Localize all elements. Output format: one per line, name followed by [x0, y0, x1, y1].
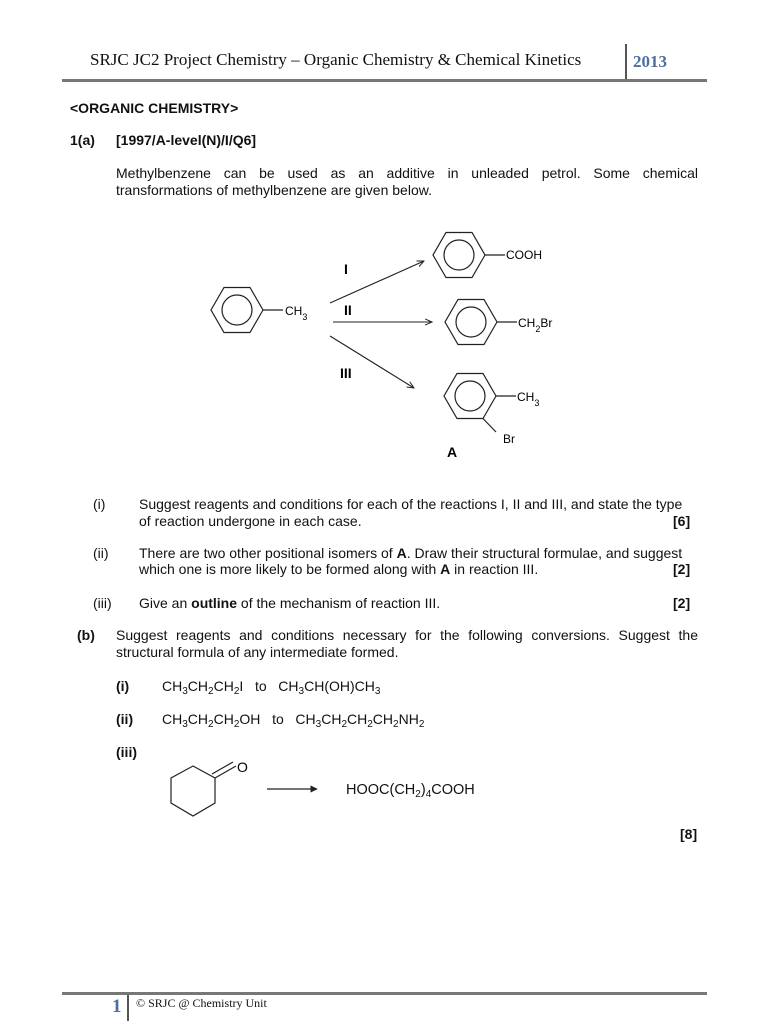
footer-page-number: 1	[112, 996, 122, 1017]
arrow-label-II: II	[344, 302, 352, 318]
product1-substituent: COOH	[506, 248, 542, 262]
product3-substituent-1: $CH_3$	[517, 390, 540, 408]
intro-line-2: transformations of methylbenzene are given below.	[116, 182, 432, 198]
part-ii-line1: There are two other positional isomers of A. Draw their structural formulae, and suggest	[139, 545, 683, 561]
footer-rule	[62, 992, 707, 995]
arrow-label-III: III	[340, 365, 352, 381]
intro-line-1: Methylbenzene can be used as an additive in unleaded petrol. Some chemical	[116, 165, 698, 181]
conversion-ii-number: (ii)	[116, 711, 134, 727]
compound-A-structure	[444, 374, 539, 461]
part-b-number: (b)	[77, 627, 95, 643]
section-title: <ORGANIC CHEMISTRY>	[70, 100, 239, 116]
benzoic-acid-structure	[433, 233, 542, 278]
conversion-i-text: $CH_3CH_2CH_2I$ to $CH_3CH(OH)CH_3$	[162, 678, 381, 697]
conversion-iii-product: $HOOC(CH_2)_4COOH$	[346, 782, 475, 800]
part-ii-line2: which one is more likely to be formed along with A in reaction III.	[139, 561, 539, 577]
conversion-ii-text: $CH_3CH_2CH_2OH$ to $CH_3CH_2CH_2CH_2NH_2$	[162, 711, 425, 730]
benzyl-bromide-structure	[445, 300, 552, 345]
part-iii-number: (iii)	[93, 595, 112, 611]
part-b-marks: [8]	[680, 826, 698, 842]
part-iii-text: Give an outline of the mechanism of reaction III.	[139, 595, 441, 611]
cyclohexanone-structure	[171, 759, 248, 816]
header-year: 2013	[633, 52, 667, 71]
carbonyl-oxygen-label: O	[237, 759, 248, 775]
question-number: 1(a)	[70, 132, 95, 148]
footer-divider	[127, 995, 129, 1021]
conversion-iii-number: (iii)	[116, 744, 137, 760]
product2-substituent: $CH_2Br$	[518, 316, 553, 334]
product3-substituent-2: Br	[503, 432, 515, 446]
part-i-marks: [6]	[673, 513, 691, 529]
start-substituent: $CH_3$	[285, 304, 308, 322]
reaction-scheme	[0, 0, 768, 480]
question-source: [1997/A-level(N)/I/Q6]	[116, 132, 257, 148]
header-title: SRJC JC2 Project Chemistry – Organic Chemistry & Chemical Kinetics	[90, 50, 582, 69]
part-b-line2: structural formula of any intermediate formed.	[116, 644, 399, 660]
footer-text: © SRJC @ Chemistry Unit	[136, 996, 267, 1010]
part-i-line2: of reaction undergone in each case.	[139, 513, 362, 529]
part-ii-number: (ii)	[93, 545, 109, 561]
methylbenzene-structure	[211, 288, 307, 333]
part-b-line1: Suggest reagents and conditions necessary for the following conversions. Suggest the	[116, 627, 698, 643]
arrow-label-I: I	[344, 261, 348, 277]
part-i-line1: Suggest reagents and conditions for each of the reactions I, II and III, and state the type	[139, 496, 683, 512]
compound-A-label: A	[447, 444, 458, 460]
conversion-i-number: (i)	[116, 678, 130, 694]
part-iii-marks: [2]	[673, 595, 691, 611]
part-i-number: (i)	[93, 496, 106, 512]
part-ii-marks: [2]	[673, 561, 691, 577]
